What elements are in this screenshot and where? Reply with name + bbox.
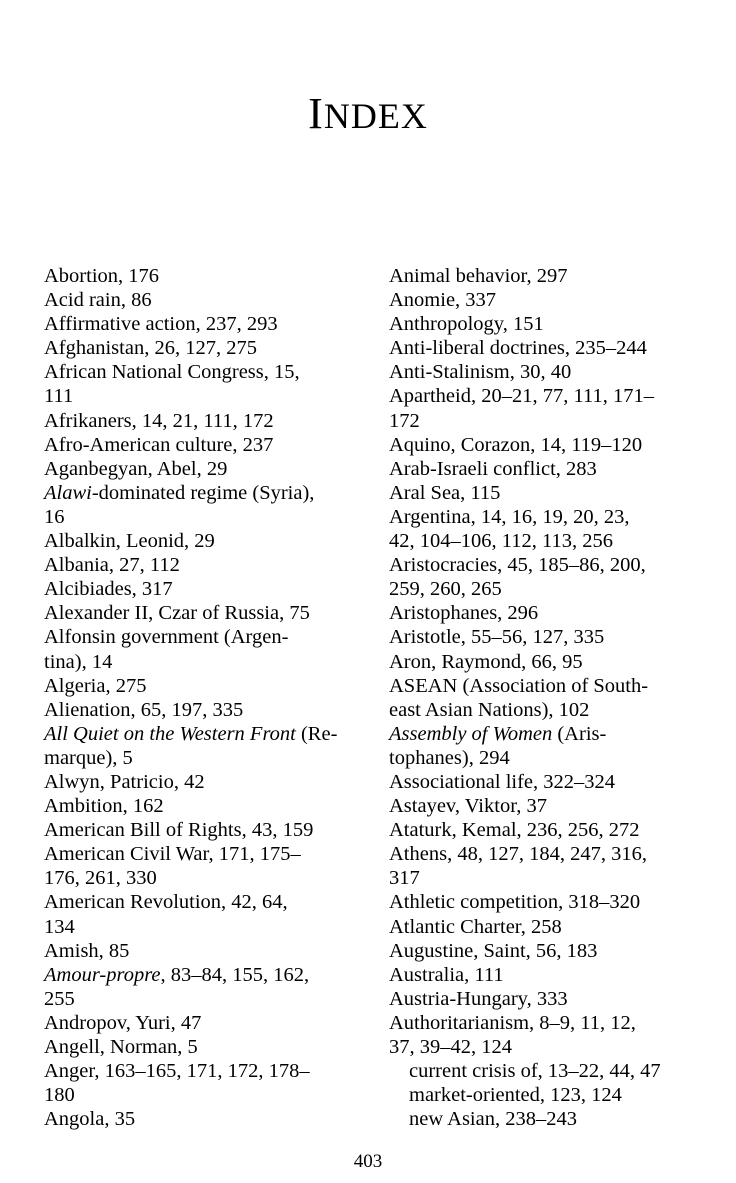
page-title	[0, 89, 736, 138]
index-entry-heading: Afrikaners, 14, 21, 111, 172	[44, 409, 274, 432]
index-entry-continuation: 259, 260, 265	[389, 578, 502, 601]
index-entry	[389, 264, 709, 288]
index-entry-continuation: tophanes), 294	[389, 746, 510, 769]
index-entry-continuation: 42, 104–106, 112, 113, 256	[389, 530, 613, 553]
index-entry	[44, 553, 344, 577]
index-entry-heading: Argentina, 14, 16, 19, 20, 23,	[389, 505, 630, 528]
index-entry	[44, 890, 344, 938]
index-entry	[44, 625, 344, 673]
index-entry	[389, 963, 709, 987]
index-entry	[44, 1035, 344, 1059]
index-entry-heading: American Revolution, 42, 64,	[44, 891, 288, 914]
index-entry	[389, 818, 709, 842]
index-entry	[44, 529, 344, 553]
index-entry	[44, 264, 344, 288]
index-entry	[44, 409, 344, 433]
index-entry-heading: Aron, Raymond, 66, 95	[389, 650, 583, 673]
index-entry-heading: Authoritarianism, 8–9, 11, 12,	[389, 1011, 636, 1034]
index-entry	[44, 481, 344, 529]
index-entry-heading: Australia, 111	[389, 963, 504, 986]
index-entry-heading: Astayev, Viktor, 37	[389, 795, 547, 818]
index-entry	[389, 770, 709, 794]
index-entry-continuation: east Asian Nations), 102	[389, 698, 590, 721]
index-entry-heading: Aristotle, 55–56, 127, 335	[389, 626, 605, 649]
index-entry	[44, 288, 344, 312]
index-entry	[389, 505, 709, 553]
index-entry-heading: Albalkin, Leonid, 29	[44, 530, 215, 553]
index-entry	[389, 457, 709, 481]
index-entry-heading: Amish, 85	[44, 939, 130, 962]
index-entry	[44, 1011, 344, 1035]
index-entry-heading: Alawi-dominated regime (Syria),	[44, 481, 315, 504]
index-entry	[44, 794, 344, 818]
index-entry	[44, 457, 344, 481]
index-entry	[389, 939, 709, 963]
page-number: 403	[353, 1151, 383, 1172]
index-entry	[44, 312, 344, 336]
index-entry	[44, 674, 344, 698]
index-entry-heading: Arab-Israeli conflict, 283	[389, 457, 597, 480]
index-entry-heading: Algeria, 275	[44, 674, 147, 697]
index-entry	[389, 794, 709, 818]
index-subentry: new Asian, 238–243	[409, 1108, 577, 1131]
index-entry	[44, 1107, 344, 1131]
index-entry	[389, 650, 709, 674]
index-entry-heading: ASEAN (Association of South-	[389, 674, 649, 697]
index-entry-continuation: 37, 39–42, 124	[389, 1036, 512, 1058]
index-entry-heading: Associational life, 322–324	[389, 770, 616, 793]
index-entry-heading: Anthropology, 151	[389, 313, 544, 336]
index-entry-continuation: 111	[44, 385, 74, 408]
index-entry-heading: Anger, 163–165, 171, 172, 178–	[44, 1060, 310, 1083]
index-entry	[389, 987, 709, 1011]
index-entry-heading: Atlantic Charter, 258	[389, 915, 562, 938]
index-entry-heading: Anti-liberal doctrines, 235–244	[389, 337, 647, 360]
index-entry	[389, 481, 709, 505]
index-entry	[44, 577, 344, 601]
index-entry	[44, 336, 344, 360]
index-entry-heading: Aristophanes, 296	[389, 602, 539, 625]
index-entry-heading: Affirmative action, 237, 293	[44, 313, 278, 336]
index-entry-heading: Apartheid, 20–21, 77, 111, 171–	[389, 385, 654, 408]
index-entry-heading: Augustine, Saint, 56, 183	[389, 939, 598, 962]
index-entry	[389, 625, 709, 649]
index-entry-heading: Angola, 35	[44, 1108, 136, 1131]
index-entry	[389, 722, 709, 770]
index-entry-heading: Alienation, 65, 197, 335	[44, 698, 244, 721]
index-entry-heading: African National Congress, 15,	[44, 361, 300, 384]
index-entry-heading: Angell, Norman, 5	[44, 1036, 198, 1058]
index-entry-continuation: 172	[389, 409, 420, 432]
title-initial: I	[308, 89, 324, 138]
title-rest: NDEX	[323, 96, 428, 136]
index-column-left	[44, 264, 344, 1131]
index-entry-heading: Assembly of Women (Aris-	[389, 722, 607, 745]
index-entry-heading: Aristocracies, 45, 185–86, 200,	[389, 554, 646, 577]
index-entry-heading: Athens, 48, 127, 184, 247, 316,	[389, 843, 647, 866]
index-entry-heading: Amour-propre, 83–84, 155, 162,	[44, 963, 310, 986]
index-entry-heading: Athletic competition, 318–320	[389, 891, 641, 914]
index-entry-heading: Anti-Stalinism, 30, 40	[389, 361, 572, 384]
index-entry-heading: Alfonsin government (Argen-	[44, 626, 289, 649]
index-entry	[389, 601, 709, 625]
index-entry-heading: Aganbegyan, Abel, 29	[44, 457, 228, 480]
index-entry	[44, 698, 344, 722]
index-entry-heading: Abortion, 176	[44, 265, 160, 287]
index-entry	[44, 818, 344, 842]
index-entry	[389, 915, 709, 939]
index-entry	[389, 553, 709, 601]
index-entry-continuation: marque), 5	[44, 746, 133, 769]
index-entry-heading: Austria-Hungary, 333	[389, 987, 568, 1010]
index-entry	[44, 601, 344, 625]
index-entry-heading: Animal behavior, 297	[389, 265, 568, 287]
index-entry-heading: Ataturk, Kemal, 236, 256, 272	[389, 819, 640, 842]
index-entry-continuation: 16	[44, 505, 65, 528]
index-entry	[44, 722, 344, 770]
index-entry-heading: Anomie, 337	[389, 289, 497, 312]
index-entry-heading: American Bill of Rights, 43, 159	[44, 819, 314, 842]
index-entry	[389, 674, 709, 722]
index-column-right	[389, 264, 709, 1131]
index-entry-heading: Alwyn, Patricio, 42	[44, 770, 205, 793]
index-entry-heading: Ambition, 162	[44, 795, 164, 818]
index-entry-heading: Acid rain, 86	[44, 289, 152, 312]
index-entry	[389, 433, 709, 457]
index-entry-continuation: 255	[44, 987, 75, 1010]
index-entry-heading: Andropov, Yuri, 47	[44, 1011, 202, 1034]
index-entry	[44, 360, 344, 408]
index-entry-continuation: 317	[389, 867, 420, 890]
index-entry	[44, 1059, 344, 1107]
index-entry-continuation: tina), 14	[44, 650, 113, 673]
index-entry	[389, 360, 709, 384]
index-entry-heading: All Quiet on the Western Front (Re-	[44, 722, 338, 745]
index-entry	[389, 890, 709, 914]
index-entry	[389, 842, 709, 890]
index-entry	[44, 842, 344, 890]
index-entry-heading: American Civil War, 171, 175–	[44, 843, 301, 866]
index-entry-continuation: 180	[44, 1084, 75, 1107]
index-entry	[44, 939, 344, 963]
index-entry-continuation: 176, 261, 330	[44, 867, 157, 890]
index-entry-heading: Afro-American culture, 237	[44, 433, 274, 456]
index-entry-heading: Alexander II, Czar of Russia, 75	[44, 602, 310, 625]
index-subentry: current crisis of, 13–22, 44, 47	[409, 1060, 661, 1083]
index-entry	[44, 433, 344, 457]
index-entry	[389, 336, 709, 360]
index-entry-heading: Albania, 27, 112	[44, 554, 180, 577]
index-entry-heading: Afghanistan, 26, 127, 275	[44, 337, 257, 360]
index-entry-heading: Aral Sea, 115	[389, 481, 501, 504]
index-entry	[44, 963, 344, 1011]
index-entry-continuation: 134	[44, 915, 75, 938]
index-entry-heading: Alcibiades, 317	[44, 578, 173, 601]
index-entry	[389, 312, 709, 336]
index-entry	[44, 770, 344, 794]
index-entry	[389, 1011, 709, 1059]
index-entry-heading: Aquino, Corazon, 14, 119–120	[389, 433, 643, 456]
index-entry	[389, 288, 709, 312]
index-subentry: market-oriented, 123, 124	[409, 1084, 622, 1107]
index-entry	[389, 384, 709, 432]
